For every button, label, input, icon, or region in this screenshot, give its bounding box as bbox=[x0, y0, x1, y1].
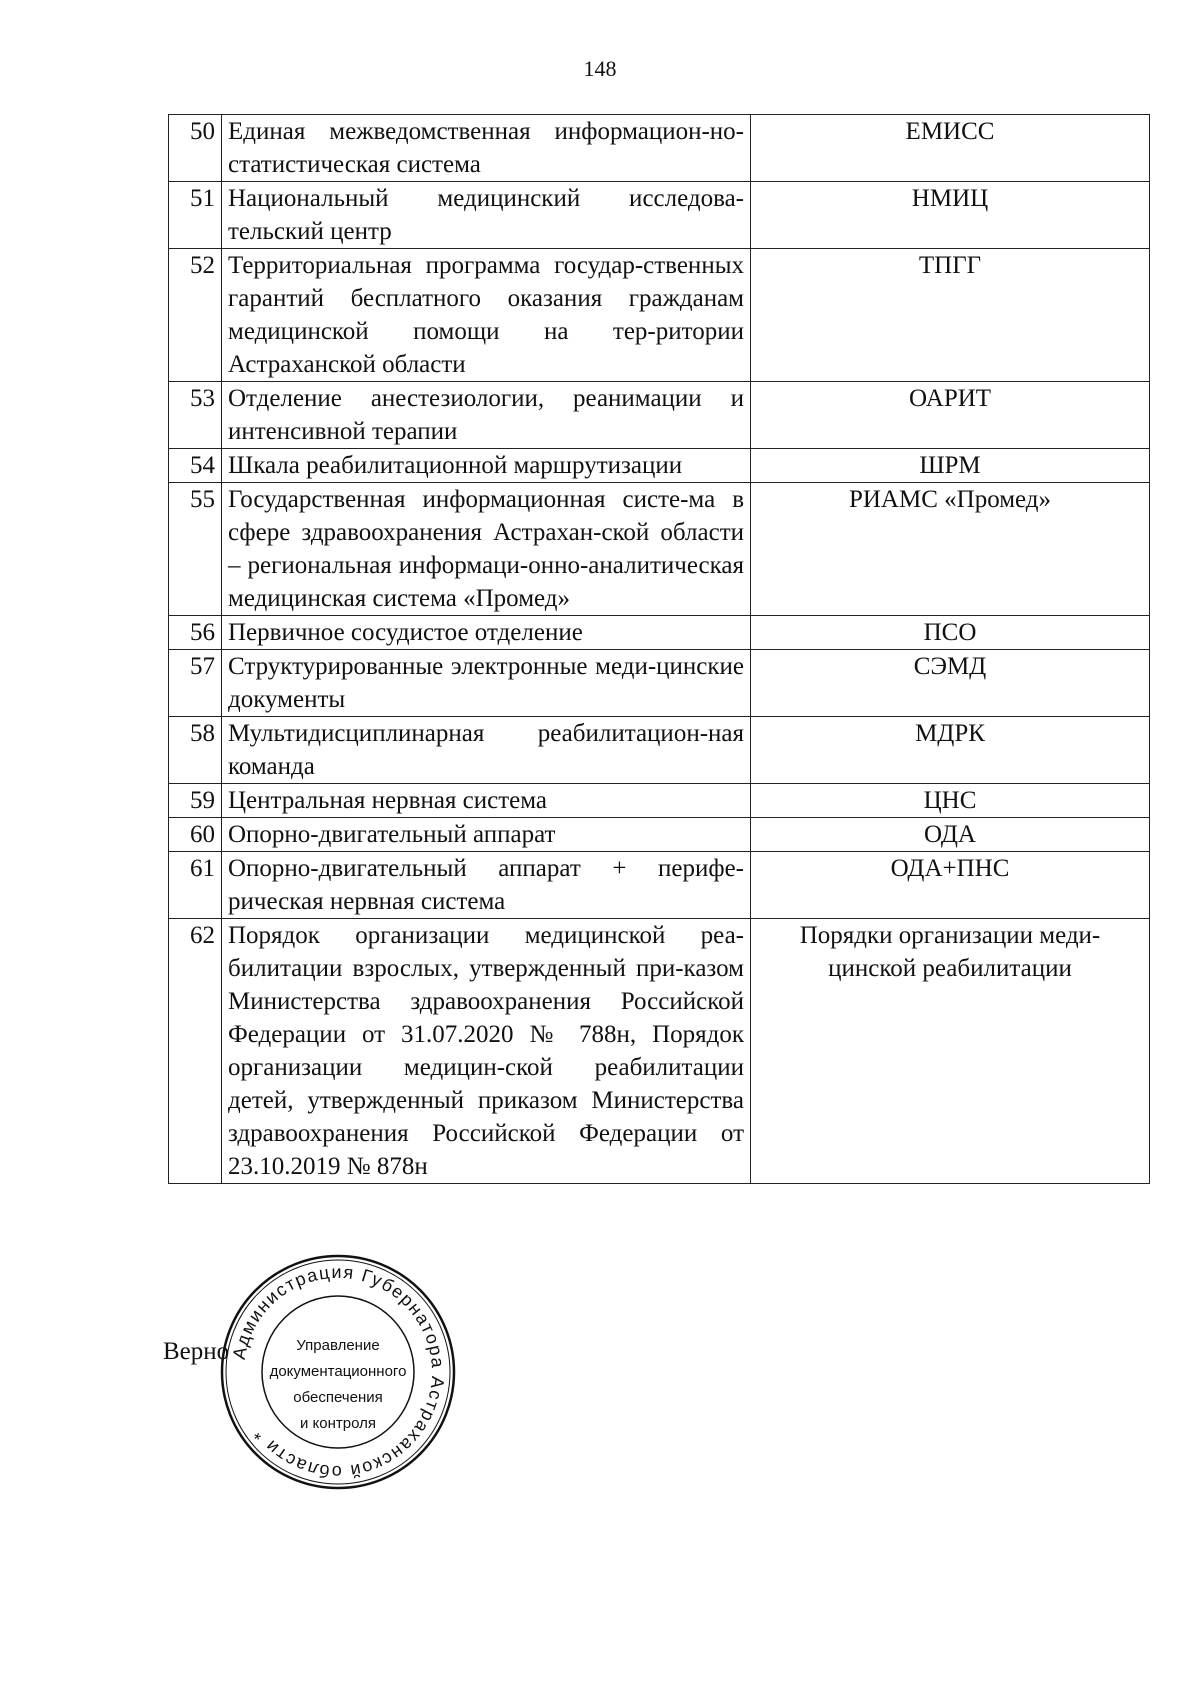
seal-line: Управление bbox=[296, 1337, 380, 1354]
abbreviation-cell: Порядки организации меди-цинской реабилитации bbox=[751, 919, 1150, 1184]
abbreviation-cell: ЦНС bbox=[751, 784, 1150, 818]
table-row bbox=[169, 382, 1150, 449]
table-row bbox=[169, 818, 1150, 852]
seal-ring-text: Администрация Губернатора Астраханской области * bbox=[228, 1261, 449, 1483]
seal-line: обеспечения bbox=[293, 1389, 383, 1406]
table-row bbox=[169, 650, 1150, 717]
term-cell: Отделение анестезиологии, реанимации и интенсивной терапии bbox=[222, 382, 751, 449]
seal-line: и контроля bbox=[299, 1415, 377, 1432]
table-row bbox=[169, 182, 1150, 249]
row-number-cell: 56 bbox=[169, 616, 222, 650]
row-number-cell: 55 bbox=[169, 483, 222, 616]
row-number-cell: 50 bbox=[169, 115, 222, 182]
abbreviation-cell: ШРМ bbox=[751, 449, 1150, 483]
term-cell: Единая межведомственная информацион-но-статистическая система bbox=[222, 115, 751, 182]
row-number-cell: 57 bbox=[169, 650, 222, 717]
abbreviation-cell: ТПГГ bbox=[751, 249, 1150, 382]
term-cell: Опорно-двигательный аппарат bbox=[222, 818, 751, 852]
page-number: 148 bbox=[583, 56, 617, 81]
term-cell: Территориальная программа государ-ственных гарантий бесплатного оказания гражданам медицинской помощи на тер-ритории Астраханской области bbox=[222, 249, 751, 382]
table-row bbox=[169, 919, 1150, 1184]
abbreviation-cell: СЭМД bbox=[751, 650, 1150, 717]
abbreviation-cell: ПСО bbox=[751, 616, 1150, 650]
table-row bbox=[169, 784, 1150, 818]
abbreviation-cell: ЕМИСС bbox=[751, 115, 1150, 182]
abbreviation-cell: НМИЦ bbox=[751, 182, 1150, 249]
row-number-cell: 61 bbox=[169, 852, 222, 919]
term-cell: Шкала реабилитационной маршрутизации bbox=[222, 449, 751, 483]
abbreviation-cell: РИАМС «Промед» bbox=[751, 483, 1150, 616]
verno-label: Верно bbox=[163, 1338, 230, 1365]
row-number-cell: 51 bbox=[169, 182, 222, 249]
term-cell: Центральная нервная система bbox=[222, 784, 751, 818]
table-row bbox=[169, 449, 1150, 483]
seal-line: документационного bbox=[269, 1363, 407, 1380]
abbreviation-cell: ОАРИТ bbox=[751, 382, 1150, 449]
abbreviation-cell: ОДА+ПНС bbox=[751, 852, 1150, 919]
table-row bbox=[169, 717, 1150, 784]
term-cell: Мультидисциплинарная реабилитацион-ная команда bbox=[222, 717, 751, 784]
row-number-cell: 62 bbox=[169, 919, 222, 1184]
row-number-cell: 59 bbox=[169, 784, 222, 818]
term-cell: Государственная информационная систе-ма в сфере здравоохранения Астрахан-ской области – региональная информаци-онно-аналитическая медицинская система «Промед» bbox=[222, 483, 751, 616]
term-cell: Структурированные электронные меди-цинские документы bbox=[222, 650, 751, 717]
row-number-cell: 54 bbox=[169, 449, 222, 483]
row-number-cell: 58 bbox=[169, 717, 222, 784]
abbreviations-table bbox=[168, 114, 1150, 1184]
table-row bbox=[169, 616, 1150, 650]
table-row bbox=[169, 852, 1150, 919]
abbreviation-cell: МДРК bbox=[751, 717, 1150, 784]
table-row bbox=[169, 483, 1150, 616]
official-seal bbox=[218, 1252, 458, 1492]
table-row bbox=[169, 249, 1150, 382]
abbreviation-cell: ОДА bbox=[751, 818, 1150, 852]
row-number-cell: 60 bbox=[169, 818, 222, 852]
row-number-cell: 53 bbox=[169, 382, 222, 449]
term-cell: Первичное сосудистое отделение bbox=[222, 616, 751, 650]
table-row bbox=[169, 115, 1150, 182]
term-cell: Порядок организации медицинской реа-билитации взрослых, утвержденный при-казом Министерства здравоохранения Российской Федерации от 31.07.2020 № 788н, Порядок организации медицин-ской реабилитации детей, утвержденный приказом Министерства здравоохранения Российской Федерации от 23.10.2019 № 878н bbox=[222, 919, 751, 1184]
row-number-cell: 52 bbox=[169, 249, 222, 382]
term-cell: Опорно-двигательный аппарат + перифе-рическая нервная система bbox=[222, 852, 751, 919]
term-cell: Национальный медицинский исследова-тельский центр bbox=[222, 182, 751, 249]
